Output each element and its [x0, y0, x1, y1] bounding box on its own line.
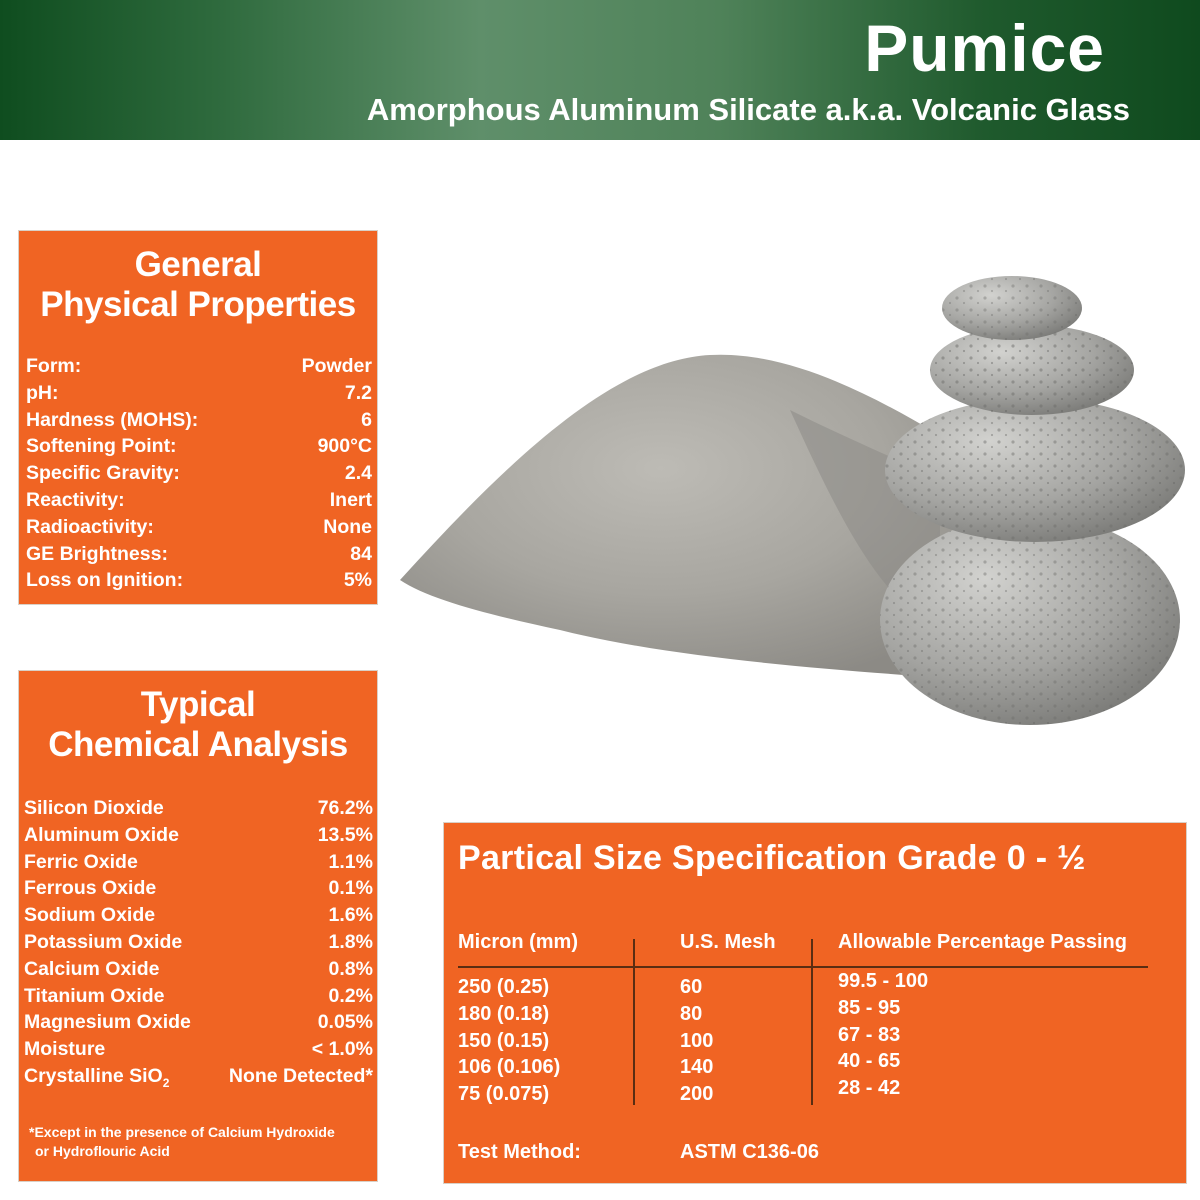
table-col-divider-2: [811, 939, 813, 1105]
chemical-label: Moisture: [24, 1038, 106, 1061]
chemical-value: 0.8%: [328, 957, 373, 980]
physical-label: Reactivity:: [26, 488, 125, 511]
table-header-divider: [458, 966, 1148, 968]
chemical-heading-line1: Typical: [140, 685, 256, 724]
chemical-label: Sodium Oxide: [24, 904, 156, 927]
particle-size-heading: Partical Size Specification Grade 0 - ½: [458, 839, 1086, 877]
chemical-value: 0.1%: [328, 877, 373, 900]
physical-row: [26, 541, 372, 568]
chemical-value: 1.8%: [328, 930, 373, 953]
chemical-row: [24, 795, 373, 822]
chemical-analysis-panel: [18, 670, 378, 1182]
physical-row: [26, 487, 372, 514]
chemical-row: [24, 902, 373, 929]
physical-value: Inert: [329, 488, 372, 511]
header-banner: [0, 0, 1200, 140]
table-col-divider-1: [633, 939, 635, 1105]
physical-row: [26, 407, 372, 434]
physical-row: [26, 460, 372, 487]
chemical-label: Silicon Dioxide: [24, 797, 164, 819]
physical-label: Loss on Ignition:: [26, 569, 184, 592]
passing-column: [838, 968, 928, 1102]
chemical-row: [24, 929, 373, 956]
physical-value: 900°C: [317, 435, 372, 458]
col-header-micron: Micron (mm): [458, 931, 578, 953]
chemical-row: [24, 983, 373, 1010]
physical-row: [26, 353, 372, 380]
physical-value: None: [323, 515, 372, 538]
physical-value: Powder: [301, 355, 372, 377]
physical-properties-panel: [18, 230, 378, 605]
col-header-passing: Allowable Percentage Passing: [838, 931, 1127, 953]
micron-cell: 150 (0.15): [458, 1029, 550, 1052]
physical-label: pH:: [26, 381, 59, 404]
physical-label: Radioactivity:: [26, 515, 154, 538]
chemical-value: < 1.0%: [311, 1038, 373, 1061]
physical-value: 6: [361, 408, 372, 431]
physical-row: [26, 433, 372, 460]
physical-value: 2.4: [344, 462, 372, 485]
mesh-cell: 100: [680, 1029, 714, 1052]
chemical-row: [24, 956, 373, 983]
chemical-row: [24, 849, 373, 876]
chemical-row: [24, 1036, 373, 1063]
physical-heading-line2: Physical Properties: [40, 285, 356, 324]
chemical-heading-line2: Chemical Analysis: [48, 725, 348, 764]
passing-cell: 28 - 42: [838, 1077, 901, 1100]
chemical-label: Ferric Oxide: [24, 850, 138, 873]
chemical-row: [24, 875, 373, 902]
page-subtitle: Amorphous Aluminum Silicate a.k.a. Volcanic Glass: [366, 92, 1130, 127]
mesh-cell: 60: [680, 976, 703, 998]
physical-heading: [19, 245, 377, 325]
chemical-row: [24, 822, 373, 849]
test-method-value: ASTM C136-06: [680, 1141, 819, 1163]
passing-cell: 67 - 83: [838, 1023, 901, 1046]
physical-value: 5%: [343, 569, 372, 592]
page-title: Pumice: [864, 11, 1105, 85]
test-method-label: Test Method:: [458, 1141, 581, 1163]
passing-cell: 99.5 - 100: [838, 970, 929, 992]
footnote-line1: *Except in the presence of Calcium Hydroxide: [29, 1124, 335, 1140]
col-header-mesh: U.S. Mesh: [680, 931, 776, 953]
physical-row: [26, 567, 372, 594]
pumice-illustration: [380, 270, 1200, 730]
chemical-label: Aluminum Oxide: [24, 823, 179, 846]
crystalline-value: None Detected*: [228, 1065, 373, 1087]
chemical-rows: [24, 795, 373, 1063]
micron-cell: 180 (0.18): [458, 1002, 550, 1025]
micron-cell: 250 (0.25): [458, 976, 550, 998]
physical-label: Softening Point:: [26, 435, 177, 458]
physical-label: Specific Gravity:: [26, 462, 180, 485]
physical-heading-line1: General: [134, 245, 262, 284]
physical-value: 7.2: [344, 381, 372, 404]
chemical-value: 1.6%: [328, 904, 373, 927]
physical-label: Form:: [26, 355, 82, 377]
crystalline-label: Crystalline SiO$_2$: [24, 1065, 170, 1090]
chemical-row: [24, 1009, 373, 1036]
physical-row: [26, 380, 372, 407]
physical-rows: [26, 353, 372, 594]
chemical-value: 1.1%: [328, 850, 373, 873]
micron-cell: 75 (0.075): [458, 1083, 550, 1106]
physical-label: GE Brightness:: [26, 542, 168, 565]
mesh-column: [680, 974, 713, 1108]
physical-label: Hardness (MOHS):: [26, 408, 199, 431]
passing-cell: 85 - 95: [838, 996, 901, 1019]
chemical-footnote: [29, 1123, 335, 1161]
pumice-product-image: [380, 270, 1200, 730]
chemical-value: 0.2%: [328, 984, 373, 1007]
chemical-label: Potassium Oxide: [24, 930, 183, 953]
mesh-cell: 200: [680, 1083, 714, 1106]
chemical-label: Titanium Oxide: [24, 984, 165, 1007]
mesh-cell: 80: [680, 1002, 703, 1025]
mesh-cell: 140: [680, 1056, 714, 1079]
particle-size-panel: [443, 822, 1187, 1184]
chemical-label: Calcium Oxide: [24, 957, 160, 980]
chemical-value: 76.2%: [317, 797, 373, 819]
footnote-line2: or Hydroflouric Acid: [35, 1143, 170, 1159]
chemical-label: Magnesium Oxide: [24, 1011, 191, 1034]
passing-cell: 40 - 65: [838, 1050, 901, 1073]
chemical-label: Ferrous Oxide: [24, 877, 157, 900]
physical-value: 84: [350, 542, 372, 565]
crystalline-row: [24, 1063, 373, 1090]
chemical-value: 13.5%: [317, 823, 373, 846]
micron-cell: 106 (0.106): [458, 1056, 561, 1079]
physical-row: [26, 514, 372, 541]
chemical-heading: [19, 685, 377, 765]
micron-column: [458, 974, 560, 1108]
chemical-value: 0.05%: [317, 1011, 373, 1034]
